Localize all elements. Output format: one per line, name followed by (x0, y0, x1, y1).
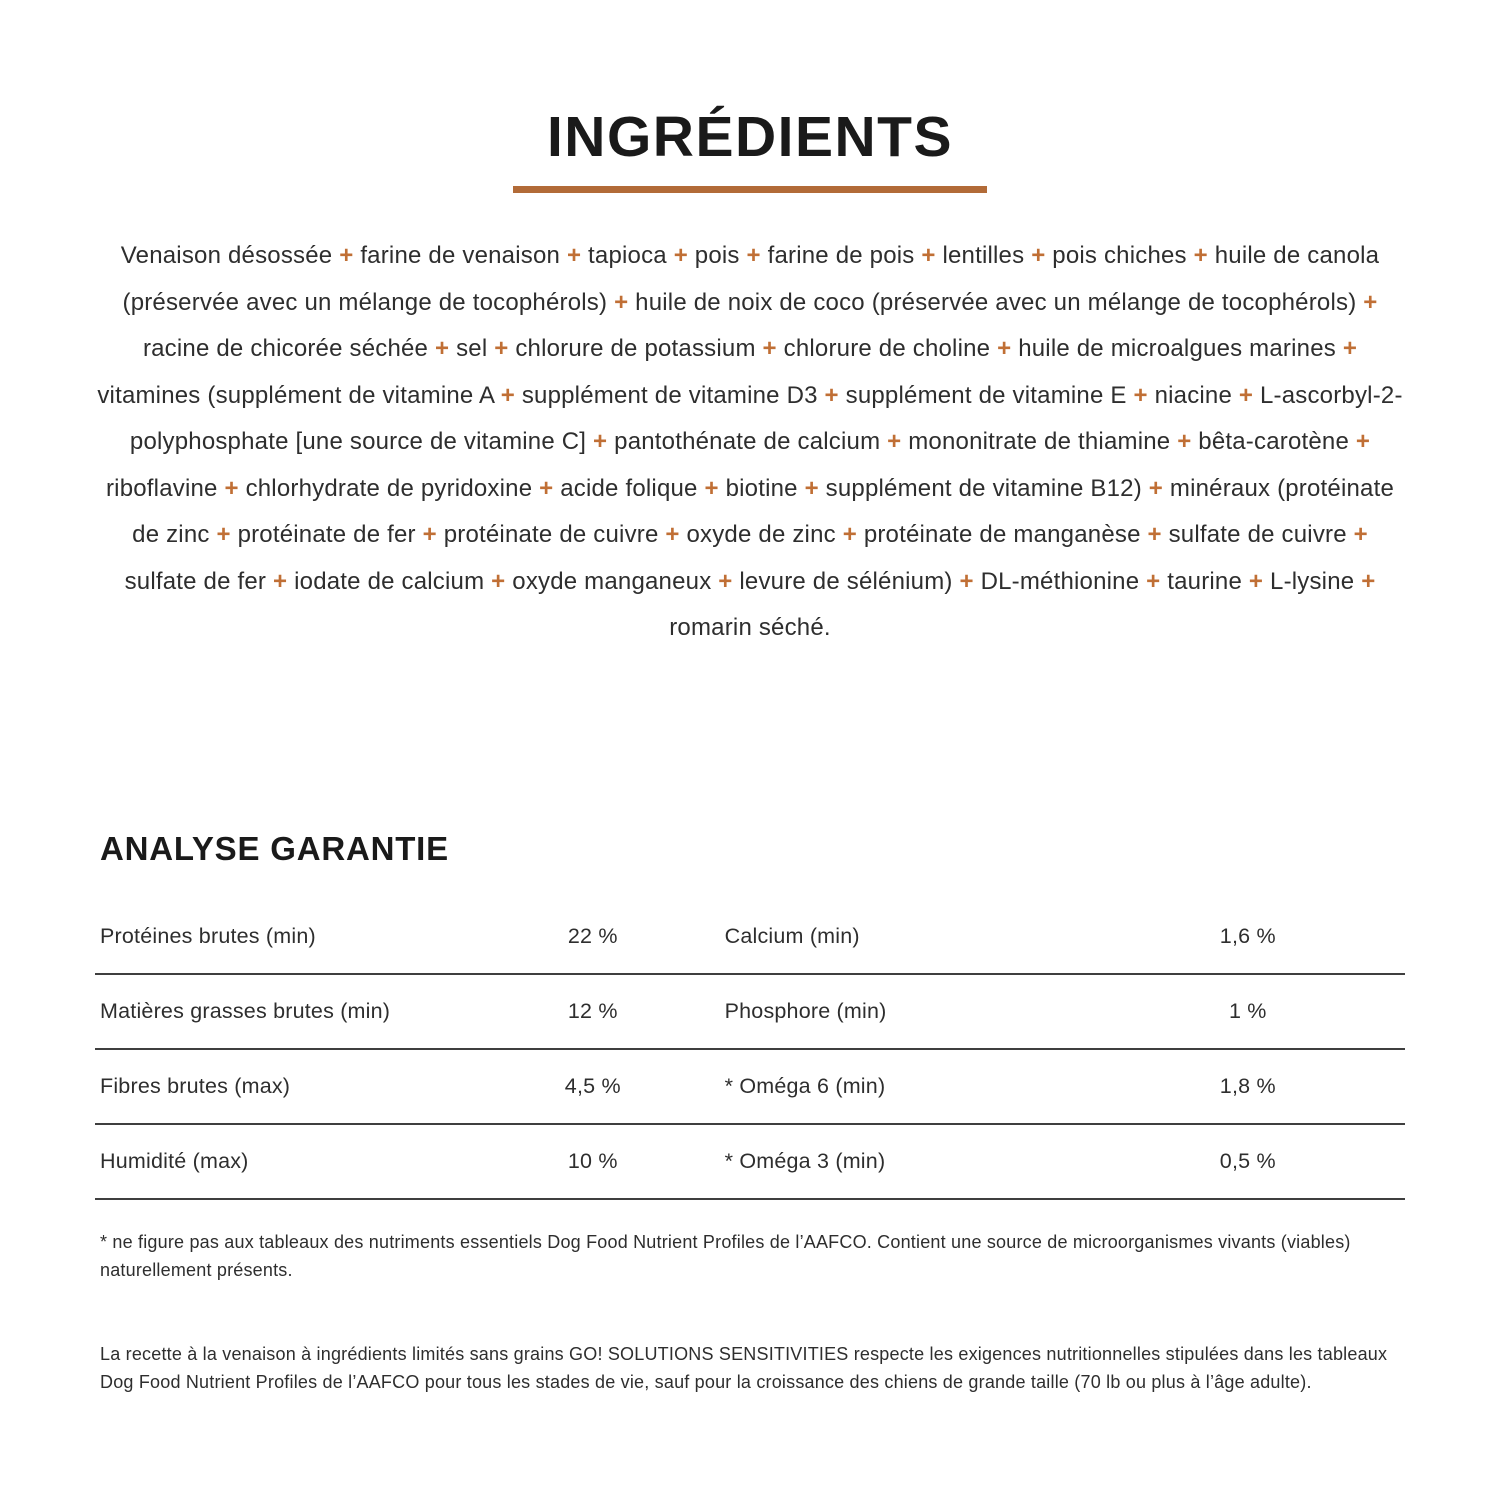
plus-separator: + (704, 474, 719, 502)
plus-separator: + (593, 428, 608, 455)
nutrient-value: 1 % (1228, 999, 1267, 1023)
plus-separator: + (1361, 567, 1376, 595)
nutrient-label: Humidité (max) (100, 1149, 249, 1173)
page-title: INGRÉDIENTS (546, 105, 954, 169)
table-row (95, 900, 1405, 975)
nutrient-value: 1,8 % (1219, 1074, 1276, 1098)
guaranteed-analysis-section (95, 830, 1405, 1200)
plus-separator: + (1355, 428, 1371, 455)
plus-separator: + (762, 335, 777, 362)
title-divider (513, 186, 987, 193)
plus-separator: + (1193, 242, 1208, 269)
plus-separator: + (1133, 381, 1148, 409)
ingredients-text: Venaison désossée + farine de venaison + tapioca + pois + farine de pois + lentilles + pois chiches + huile de canola (préservée avec un mélange de tocophérols) + huile de noix de coco (préservée avec un mélange de tocophérols) + racine de chicorée séchée + sel + chlorure de potassium + chlorure de choline + huile de microalgues marines + vitamines (supplément de vitamine A + supplément de vitamine D3 + supplément de vitamine E + niacine + L-ascorbyl-2-polyphosphate [une source de vitamine C] + pantothénate de calcium + mononitrate de thiamine + bêta-carotène + riboflavine + chlorhydrate de pyridoxine + acide folique + biotine + supplément de vitamine B12) + minéraux (protéinate de zinc + protéinate de fer + protéinate de cuivre + oxyde de zinc + protéinate de manganèse + sulfate de cuivre + sulfate de fer + iodate de calcium + oxyde manganeux + levure de sélénium) + DL-méthionine + taurine + L-lysine + romarin séché. (97, 242, 1403, 641)
plus-separator: + (1248, 567, 1264, 595)
plus-separator: + (224, 474, 239, 502)
plus-separator: + (1363, 288, 1378, 316)
plus-separator: + (842, 521, 857, 548)
nutrient-value: 0,5 % (1219, 1149, 1276, 1173)
nutrient-label: Calcium (min) (724, 924, 860, 948)
plus-separator: + (494, 335, 509, 362)
nutrient-label: Protéines brutes (min) (100, 924, 316, 948)
plus-separator: + (1031, 242, 1046, 269)
plus-separator: + (804, 474, 819, 502)
plus-separator: + (673, 242, 688, 269)
plus-separator: + (1146, 567, 1161, 595)
table-row (95, 975, 1405, 1050)
plus-separator: + (539, 474, 554, 502)
plus-separator: + (921, 242, 936, 269)
plus-separator: + (216, 521, 231, 548)
plus-separator: + (959, 567, 974, 595)
table-row (95, 1125, 1405, 1200)
nutrient-label: Fibres brutes (max) (100, 1074, 291, 1098)
aafco-footnote: * ne figure pas aux tableaux des nutriments essentiels Dog Food Nutrient Profiles de l’AAFCO. Contient une source de microorganismes vivants (viables) naturellement présents. (100, 1232, 1351, 1280)
plus-separator: + (1238, 381, 1254, 409)
plus-separator: + (500, 381, 515, 409)
plus-separator: + (824, 381, 839, 409)
plus-separator: + (746, 242, 761, 269)
plus-separator: + (614, 288, 629, 316)
plus-separator: + (1342, 335, 1358, 362)
nutrient-value: 10 % (567, 1149, 618, 1173)
plus-separator: + (887, 428, 902, 455)
plus-separator: + (718, 567, 733, 595)
nutrient-label: Matières grasses brutes (min) (100, 999, 391, 1023)
nutrient-label: * Oméga 6 (min) (724, 1074, 886, 1098)
nutrient-value: 1,6 % (1219, 924, 1276, 948)
nutrient-value: 4,5 % (564, 1074, 621, 1098)
analysis-table (95, 900, 1405, 1200)
table-row (95, 1050, 1405, 1125)
nutrient-value: 12 % (567, 999, 618, 1023)
plus-separator: + (1353, 521, 1368, 548)
plus-separator: + (339, 242, 354, 269)
plus-separator: + (273, 567, 288, 595)
plus-separator: + (1148, 474, 1164, 502)
plus-separator: + (1147, 521, 1162, 548)
nutrient-label: * Oméga 3 (min) (724, 1149, 886, 1173)
plus-separator: + (665, 521, 680, 548)
nutrient-value: 22 % (567, 924, 618, 948)
recipe-compliance-note: La recette à la venaison à ingrédients limités sans grains GO! SOLUTIONS SENSITIVITIES respecte les exigences nutritionnelles stipulées dans les tableaux Dog Food Nutrient Profiles de l’AAFCO pour tous les stades de vie, sauf pour la croissance des chiens de grande taille (70 lb ou plus à l’âge adulte). (100, 1344, 1388, 1392)
plus-separator: + (566, 242, 582, 269)
plus-separator: + (997, 335, 1012, 362)
analysis-heading: ANALYSE GARANTIE (100, 830, 449, 867)
plus-separator: + (434, 335, 450, 362)
plus-separator: + (491, 567, 506, 595)
plus-separator: + (1177, 428, 1192, 455)
plus-separator: + (422, 521, 437, 548)
nutrient-label: Phosphore (min) (724, 999, 887, 1023)
